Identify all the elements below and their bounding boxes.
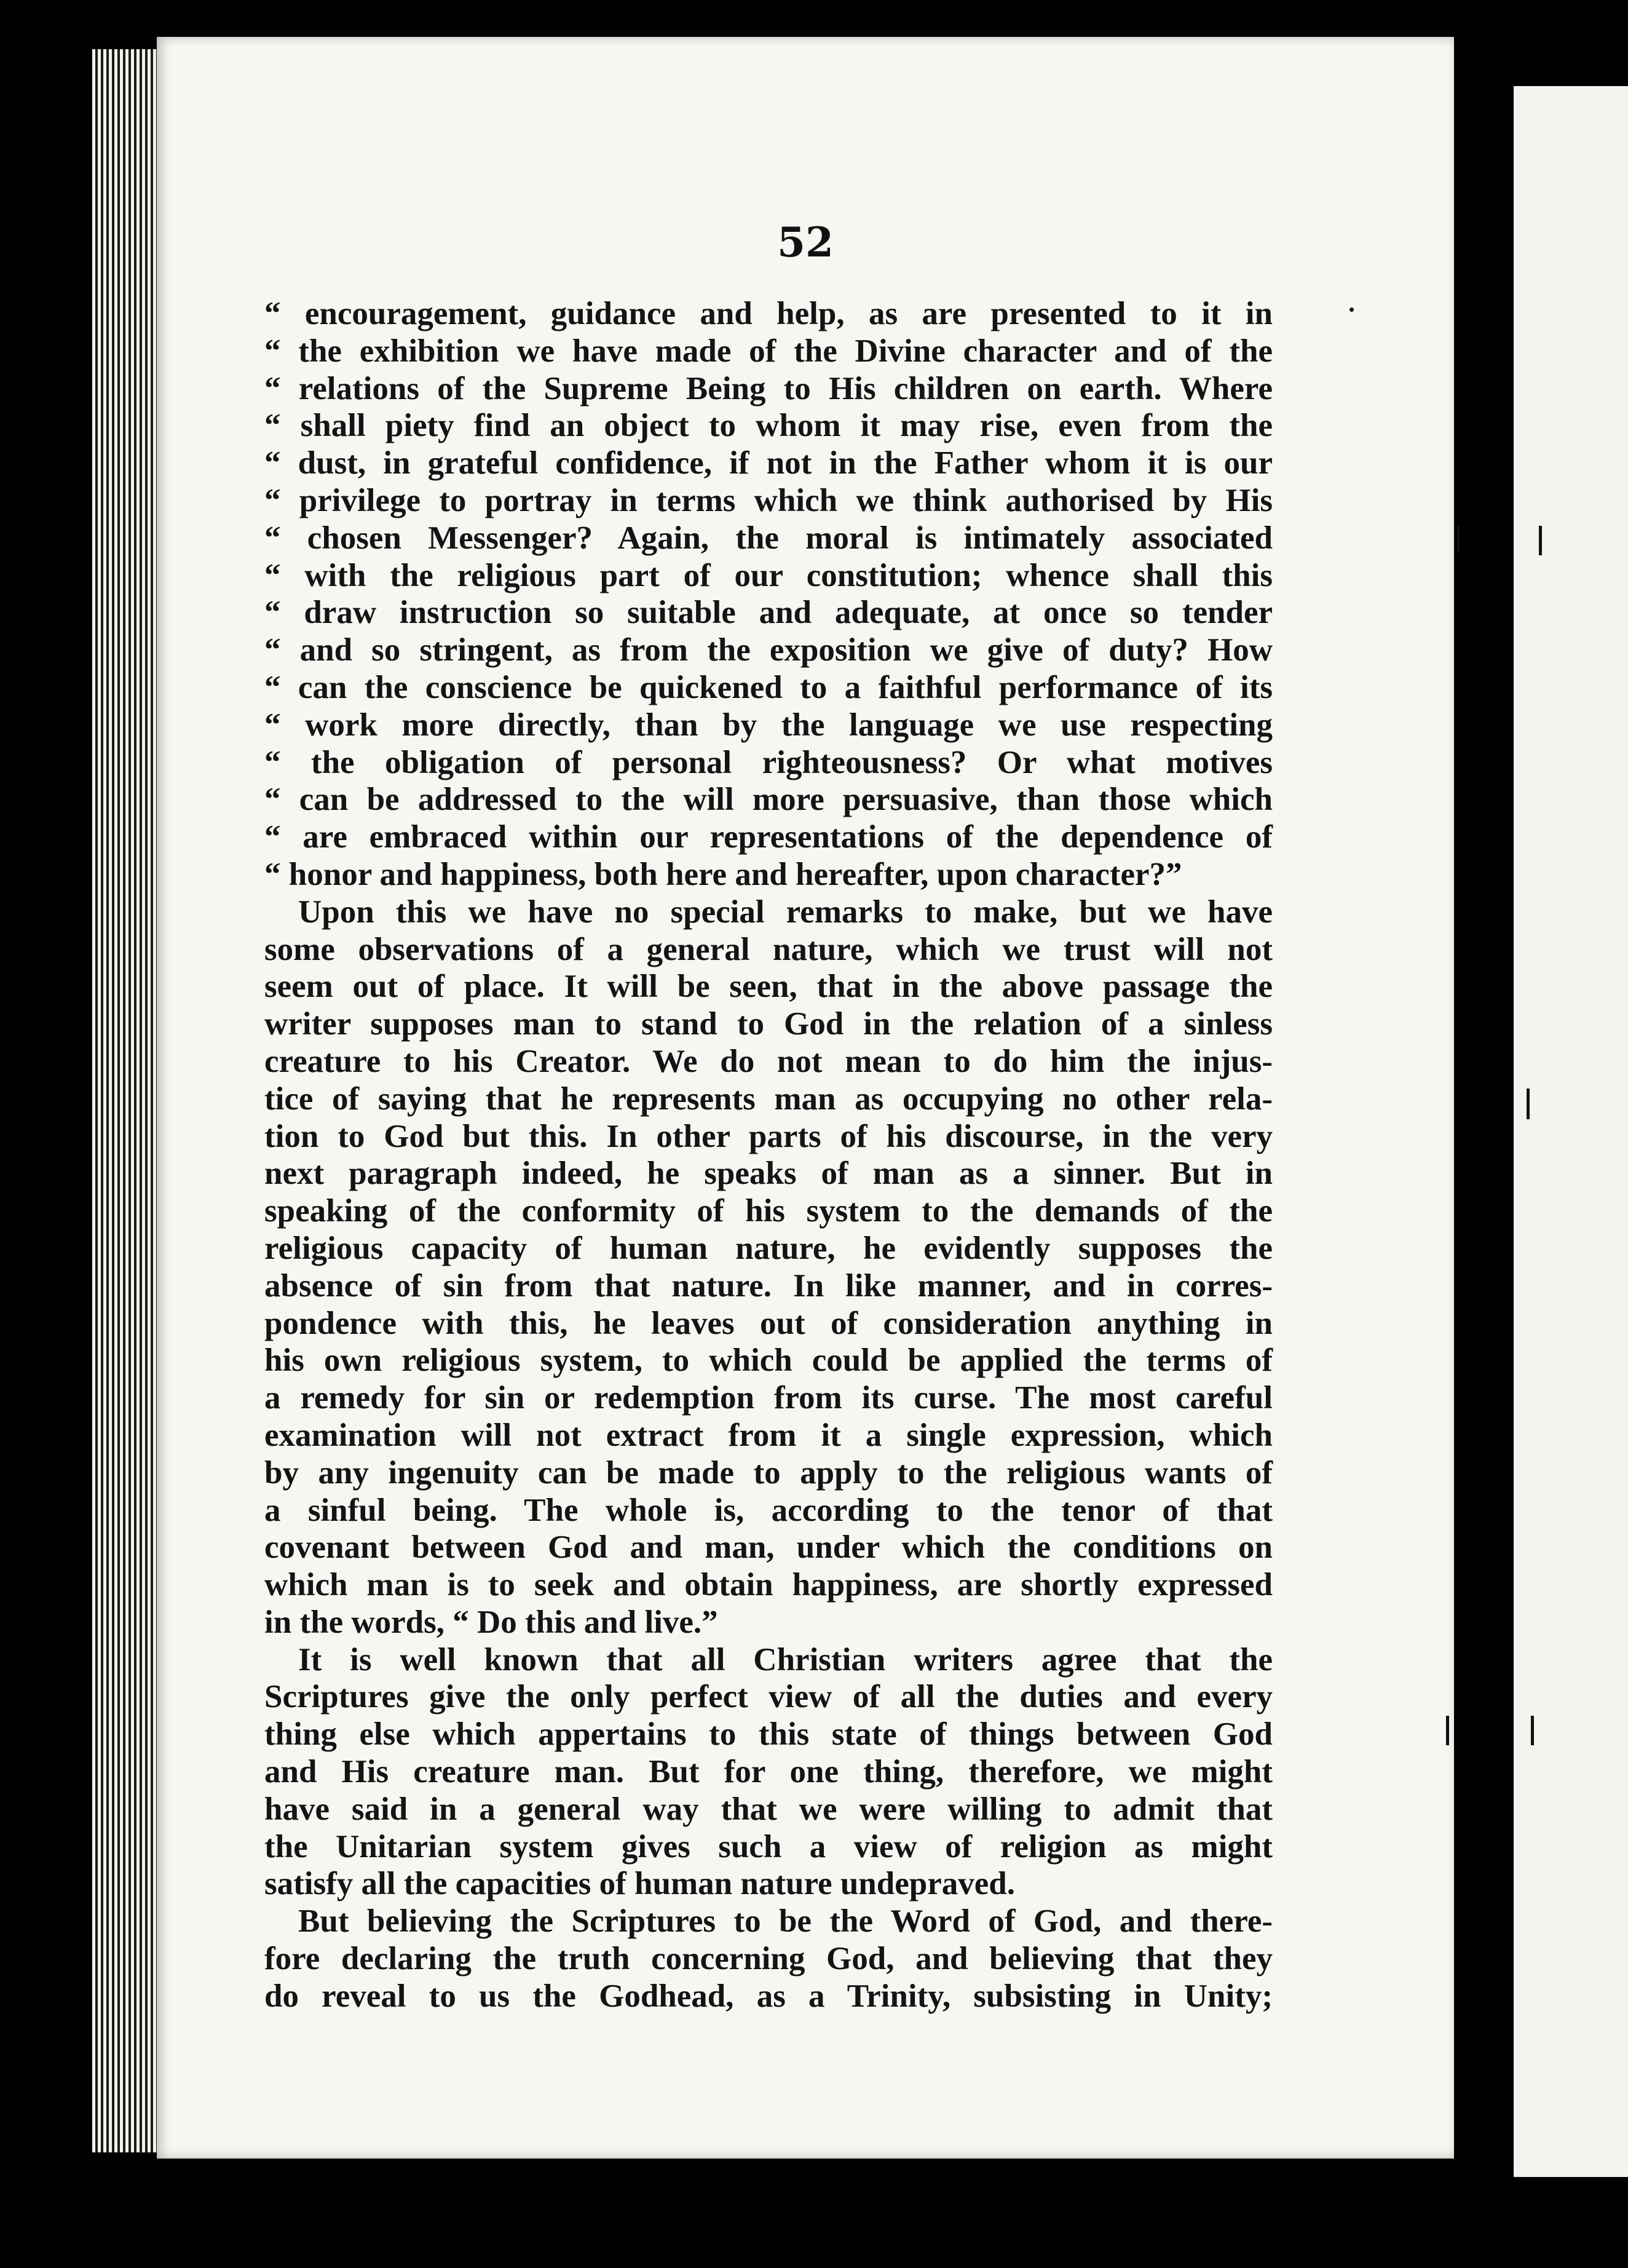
text-line: “ relations of the Supreme Being to His children on earth. Where	[264, 370, 1273, 406]
text-line: religious capacity of human nature, he evidently supposes the	[264, 1230, 1273, 1266]
book-page	[157, 37, 1454, 2159]
scan-speck	[1349, 307, 1354, 312]
text-line: “ honor and happiness, both here and hereafter, upon character?”	[264, 856, 1182, 892]
text-line: have said in a general way that we were willing to admit that	[264, 1791, 1273, 1827]
text-line: next paragraph indeed, he speaks of man as a sinner. But in	[264, 1156, 1273, 1192]
text-line: “ work more directly, than by the language we use respecting	[264, 707, 1273, 743]
text-line: “ with the religious part of our constitution; whence shall this	[264, 557, 1273, 593]
scan-speck	[1457, 526, 1460, 552]
scan-speck	[1539, 526, 1542, 555]
text-line: creature to his Creator. We do not mean to do him the injus-	[264, 1043, 1273, 1079]
body-text	[264, 295, 1273, 2015]
text-line: But believing the Scriptures to be the Word of God, and there-	[298, 1903, 1273, 1940]
text-line: “ privilege to portray in terms which we think authorised by His	[264, 482, 1273, 518]
scan-speck	[1446, 1716, 1449, 1745]
text-line: thing else which appertains to this state of things between God	[264, 1716, 1273, 1753]
text-line: “ can be addressed to the will more persuasive, than those which	[264, 782, 1273, 818]
text-line: fore declaring the truth concerning God, and believing that they	[264, 1941, 1273, 1977]
text-line: It is well known that all Christian writers agree that the	[298, 1641, 1273, 1678]
text-line: pondence with this, he leaves out of consideration anything in	[264, 1305, 1273, 1341]
text-line: in the words, “ Do this and live.”	[264, 1604, 718, 1640]
text-line: satisfy all the capacities of human nature undepraved.	[264, 1866, 1016, 1902]
text-line: “ the exhibition we have made of the Divine character and of the	[264, 333, 1273, 369]
text-line: some observations of a general nature, which we trust will not	[264, 931, 1273, 967]
text-line: Scriptures give the only perfect view of all the duties and every	[264, 1679, 1273, 1715]
text-line: “ and so stringent, as from the exposition we give of duty? How	[264, 632, 1273, 668]
text-line: his own religious system, to which could be applied the terms of	[264, 1342, 1273, 1379]
text-line: a sinful being. The whole is, according to the tenor of that	[264, 1492, 1273, 1528]
text-line: “ are embraced within our representations of the dependence of	[264, 819, 1273, 855]
text-line: “ the obligation of personal righteousness? Or what motives	[264, 744, 1273, 780]
text-line: a remedy for sin or redemption from its curse. The most careful	[264, 1380, 1273, 1416]
opposite-page	[1514, 86, 1628, 2177]
text-line: and His creature man. But for one thing, therefore, we might	[264, 1754, 1273, 1790]
page-number: 52	[777, 218, 834, 266]
text-line: which man is to seek and obtain happiness, are shortly expressed	[264, 1567, 1273, 1603]
text-line: seem out of place. It will be seen, that in the above passage the	[264, 969, 1273, 1005]
text-line: do reveal to us the Godhead, as a Trinity, subsisting in Unity;	[264, 1978, 1273, 2014]
text-line: examination will not extract from it a single expression, which	[264, 1417, 1273, 1453]
text-line: “ shall piety find an object to whom it may rise, even from the	[264, 408, 1273, 444]
text-line: “ chosen Messenger? Again, the moral is intimately associated	[264, 520, 1273, 556]
text-line: tice of saying that he represents man as occupying no other rela-	[264, 1080, 1273, 1117]
text-line: absence of sin from that nature. In like manner, and in corres-	[264, 1267, 1273, 1304]
text-line: covenant between God and man, under which the conditions on	[264, 1529, 1273, 1566]
text-line: by any ingenuity can be made to apply to the religious wants of	[264, 1454, 1273, 1491]
text-line: “ encouragement, guidance and help, as are presented to it in	[264, 296, 1273, 331]
text-line: speaking of the conformity of his system to the demands of the	[264, 1193, 1273, 1229]
text-line: the Unitarian system gives such a view of religion as might	[264, 1828, 1273, 1865]
text-line: “ draw instruction so suitable and adequate, at once so tender	[264, 595, 1273, 631]
text-line: tion to God but this. In other parts of his discourse, in the very	[264, 1118, 1273, 1154]
text-line: “ dust, in grateful confidence, if not in the Father whom it is our	[264, 445, 1273, 482]
text-line: Upon this we have no special remarks to make, but we have	[298, 894, 1273, 930]
scan-speck	[1527, 1088, 1530, 1119]
text-line: writer supposes man to stand to God in the relation of a sinless	[264, 1006, 1273, 1042]
text-line: “ can the conscience be quickened to a faithful performance of its	[264, 669, 1273, 705]
scan-speck	[1531, 1716, 1534, 1745]
